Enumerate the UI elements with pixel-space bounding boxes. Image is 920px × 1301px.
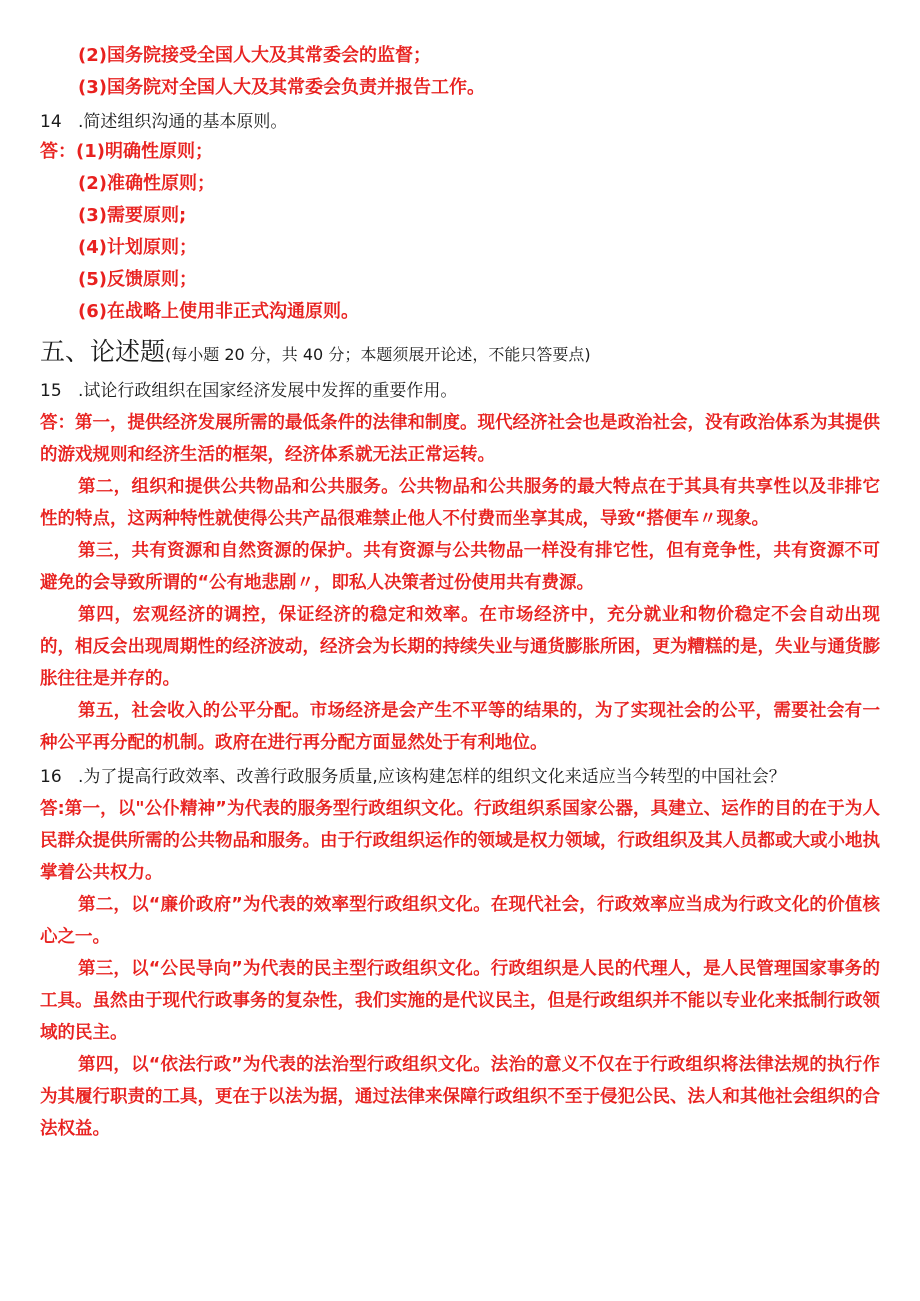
question-text: .简述组织沟通的基本原则。 bbox=[78, 112, 288, 132]
q16-paragraph-1: 答:第一，以"公仆精神”为代表的服务型行政组织文化。行政组织系国家公器，具建立、运作的目的在于为人民群众提供所需的公共物品和服务。由于行政组织运作的领域是权力领域，行政组织及其人员都或大或小地执掌着公共权力。 bbox=[40, 799, 880, 883]
q15-paragraph-4: 第四，宏观经济的调控，保证经济的稳定和效率。在市场经济中，充分就业和物价稳定不会自动出现的，相反会出现周期性的经济波动，经济会为长期的持续失业与通货膨胀所困，更为糟糕的是，失业与通货膨胀往往是并存的。 bbox=[40, 605, 880, 689]
q16-paragraph-2: 第二，以“廉价政府”为代表的效率型行政组织文化。在现代社会，行政效率应当成为行政文化的价值核心之一。 bbox=[40, 895, 880, 947]
q14-answer-5: (5)反馈原则； bbox=[78, 269, 197, 290]
q14-answer-1: 答：(1)明确性原则； bbox=[40, 141, 213, 162]
q15-paragraph-2: 第二，组织和提供公共物品和公共服务。公共物品和公共服务的最大特点在于其具有共享性以及非排它性的特点，这两种特性就使得公共产品很难禁止他人不付费而坐享其成，导致“搭便车〃现象。 bbox=[40, 477, 880, 529]
q14-answer-6: (6)在战略上使用非正式沟通原则。 bbox=[78, 301, 359, 322]
question-16 bbox=[40, 763, 880, 791]
q14-answer-4: (4)计划原则； bbox=[78, 237, 197, 258]
question-14 bbox=[40, 108, 880, 136]
q15-paragraph-3: 第三，共有资源和自然资源的保护。共有资源与公共物品一样没有排它性，但有竞争性，共有资源不可避免的会导致所谓的“公有地悲剧〃，即私人决策者过份使用共有费源。 bbox=[40, 541, 880, 593]
section-heading bbox=[40, 334, 880, 373]
q16-paragraph-4: 第四，以“依法行政”为代表的法治型行政组织文化。法治的意义不仅在于行政组织将法律法规的执行作为其履行职责的工具，更在于以法为据，通过法律来保障行政组织不至于侵犯公民、法人和其他社会组织的合法权益。 bbox=[40, 1055, 880, 1139]
q14-answer-3: (3)需要原则; bbox=[78, 205, 187, 226]
q15-paragraph-5: 第五，社会收入的公平分配。市场经济是会产生不平等的结果的，为了实现社会的公平，需要社会有一种公平再分配的机制。政府在进行再分配方面显然处于有利地位。 bbox=[40, 701, 880, 753]
q16-paragraph-3: 第三，以“公民导向”为代表的民主型行政组织文化。行政组织是人民的代理人，是人民管理国家事务的工具。虽然由于现代行政事务的复杂性，我们实施的是代议民主，但是行政组织并不能以专业化来抵制行政领域的民主。 bbox=[40, 959, 880, 1043]
question-number: 14 bbox=[40, 112, 62, 132]
question-text: .试论行政组织在国家经济发展中发挥的重要作用。 bbox=[78, 381, 458, 401]
answer-line-3: (3)国务院对全国人大及其常委会负责并报告工作。 bbox=[78, 77, 485, 98]
q15-paragraph-1: 答：第一，提供经济发展所需的最低条件的法律和制度。现代经济社会也是政治社会，没有政治体系为其提供的游戏规则和经济生活的框架，经济体系就无法正常运转。 bbox=[40, 413, 880, 465]
question-15 bbox=[40, 377, 880, 405]
q14-answer-2: (2)准确性原则； bbox=[78, 173, 215, 194]
section-title: 五、论述题 bbox=[40, 337, 166, 366]
section-note: (每小题 20 分，共 40 分；本题须展开论述，不能只答要点) bbox=[165, 345, 591, 364]
question-text: .为了提高行政效率、改善行政服务质量,应该构建怎样的组织文化来适应当今转型的中国社会？ bbox=[78, 767, 786, 787]
question-number: 16 bbox=[40, 767, 62, 787]
answer-line-2: (2)国务院接受全国人大及其常委会的监督； bbox=[78, 45, 431, 66]
question-number: 15 bbox=[40, 381, 62, 401]
